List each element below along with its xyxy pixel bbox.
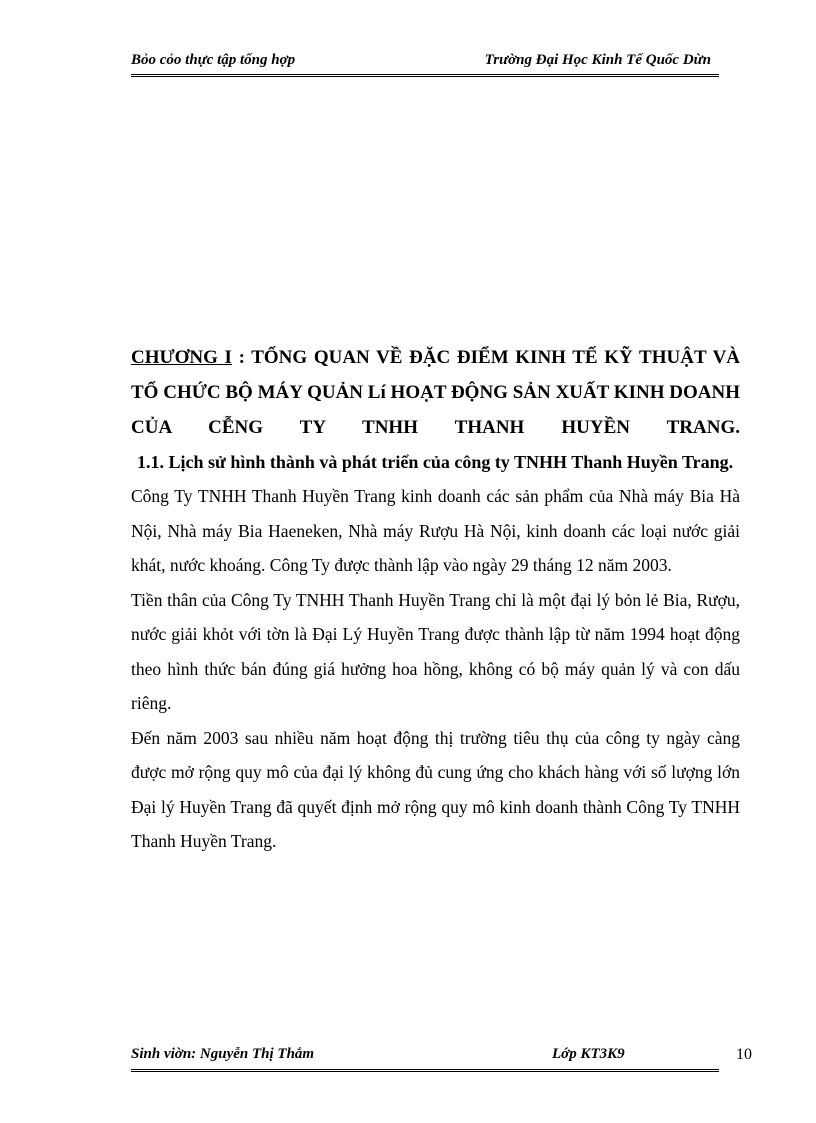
section-heading: 1.1. Lịch sử hình thành và phát triển của công ty TNHH Thanh Huyền Trang. bbox=[137, 452, 734, 472]
footer-student: Sinh viờn: Nguyễn Thị Thắm bbox=[131, 1046, 315, 1062]
paragraph-1: Công Ty TNHH Thanh Huyền Trang kinh doanh các sản phẩm của Nhà máy Bia Hà Nội, Nhà máy Bia Haeneken, Nhà máy Rượu Hà Nội, kinh doanh các loại nước giải khát, nước khoáng. Công Ty được thành lập vào ngày 29 tháng 12 năm 2003. bbox=[131, 486, 740, 575]
chapter-heading bbox=[131, 340, 740, 445]
document-body bbox=[131, 340, 740, 859]
header-university: Trường Đại Học Kinh Tế Quốc Dừn bbox=[484, 52, 711, 68]
chapter-title-line-1: : TỔNG QUAN VỀ ĐẶC ĐIỂM KINH TẾ KỸ THUẬT VÀ bbox=[231, 347, 741, 368]
chapter-title-line-3: CỦA CỄNG TY TNHH THANH HUYỀN TRANG. bbox=[131, 417, 740, 438]
footer-class: Lớp KT3K9 bbox=[552, 1046, 625, 1062]
page-number: 10 bbox=[736, 1046, 752, 1063]
page-footer bbox=[131, 1046, 719, 1072]
header-report-title: Bỏo cỏo thực tập tổng hợp bbox=[131, 52, 296, 68]
paragraph-3: Đến năm 2003 sau nhiều năm hoạt động thị trường tiêu thụ của công ty ngày càng được mở rộng quy mô của đại lý không đủ cung ứng cho khách hàng với số lượng lớn Đại lý Huyền Trang đã quyết định mở rộng quy mô kinh doanh thành Công Ty TNHH Thanh Huyền Trang. bbox=[131, 727, 740, 851]
paragraph-2: Tiền thân của Công Ty TNHH Thanh Huyền Trang chỉ là một đại lý bỏn lẻ Bia, Rượu, nước giải khỏt với tờn là Đại Lý Huyền Trang được thành lập từ năm 1994 hoạt động theo hình thức bán đúng giá hưởng hoa hồng, không có bộ máy quản lý và con dấu riêng. bbox=[131, 589, 740, 713]
chapter-title-line-2: TỔ CHỨC BỘ MÁY QUẢN Lí HOẠT ĐỘNG SẢN XUẤT KINH DOANH bbox=[131, 382, 740, 403]
page-header bbox=[131, 52, 719, 77]
chapter-label: CHƯƠNG I bbox=[131, 347, 232, 368]
